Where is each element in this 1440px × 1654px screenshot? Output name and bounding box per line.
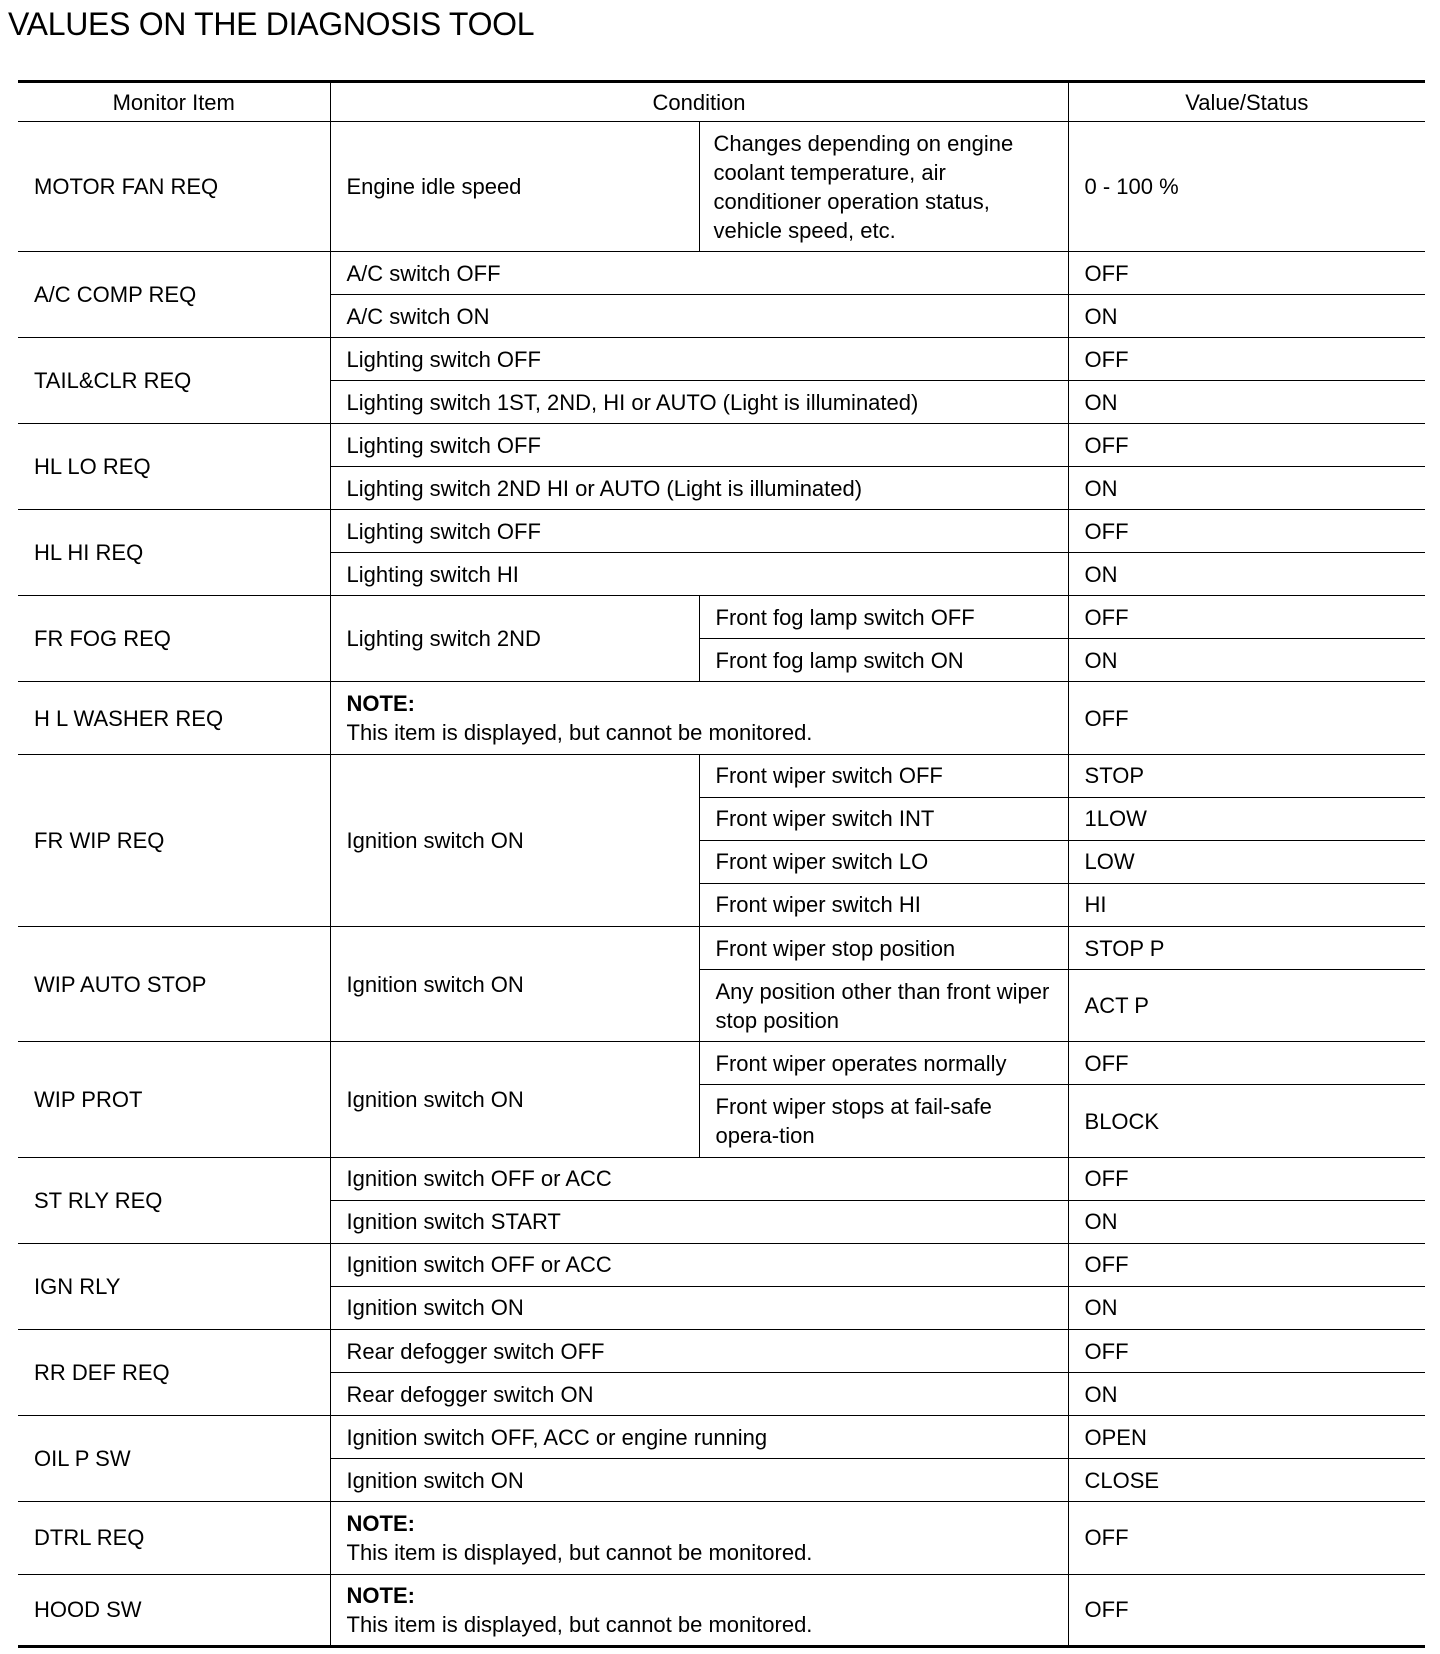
value-cell: OFF (1068, 1157, 1425, 1200)
sub-condition-cell: Front wiper switch LO (699, 840, 1068, 883)
value-cell: OFF (1068, 1042, 1425, 1085)
note-text: This item is displayed, but cannot be monitored. (346, 1539, 813, 1565)
condition-cell: Rear defogger switch ON (330, 1373, 1068, 1416)
value-cell: ON (1068, 295, 1425, 338)
note-label: NOTE: (346, 1582, 415, 1608)
condition-cell: Ignition switch OFF, ACC or engine running (330, 1416, 1068, 1459)
condition-cell: Ignition switch ON (330, 926, 699, 1041)
monitor-item-cell: H L WASHER REQ (18, 682, 330, 754)
table-row (18, 1042, 1425, 1085)
table-row (18, 252, 1425, 295)
header-condition: Condition (330, 82, 1068, 122)
sub-condition-cell: Front wiper stops at fail-safe opera-tion (699, 1085, 1068, 1157)
condition-cell: Lighting switch HI (330, 553, 1068, 596)
monitor-item-cell: OIL P SW (18, 1416, 330, 1502)
condition-cell: Rear defogger switch OFF (330, 1329, 1068, 1372)
value-cell: OFF (1068, 1574, 1425, 1646)
table-row (18, 926, 1425, 969)
header-value-status: Value/Status (1068, 82, 1425, 122)
value-cell: 1LOW (1068, 797, 1425, 840)
value-cell: OFF (1068, 252, 1425, 295)
note-cell (330, 1502, 1068, 1574)
table-row (18, 424, 1425, 467)
value-cell: STOP (1068, 754, 1425, 797)
value-cell: CLOSE (1068, 1459, 1425, 1502)
value-cell: ON (1068, 1373, 1425, 1416)
value-cell: ON (1068, 553, 1425, 596)
note-text: This item is displayed, but cannot be monitored. (346, 720, 813, 746)
condition-cell: Ignition switch START (330, 1200, 1068, 1243)
sub-condition-cell: Front wiper switch HI (699, 883, 1068, 926)
note-cell (330, 1574, 1068, 1646)
table-row (18, 122, 1425, 252)
condition-cell: Ignition switch OFF or ACC (330, 1243, 1068, 1286)
monitor-item-cell: A/C COMP REQ (18, 252, 330, 338)
value-cell: OFF (1068, 682, 1425, 754)
condition-cell: Lighting switch OFF (330, 424, 1068, 467)
condition-cell: Lighting switch 2ND HI or AUTO (Light is illuminated) (330, 467, 1068, 510)
value-cell: HI (1068, 883, 1425, 926)
table-row (18, 754, 1425, 797)
monitor-item-cell: MOTOR FAN REQ (18, 122, 330, 252)
table-row (18, 596, 1425, 639)
sub-condition-cell: Front fog lamp switch OFF (699, 596, 1068, 639)
condition-cell: Ignition switch ON (330, 754, 699, 926)
diagnosis-values-table (18, 80, 1425, 1648)
value-cell: STOP P (1068, 926, 1425, 969)
value-cell: OFF (1068, 1243, 1425, 1286)
condition-cell: Engine idle speed (330, 122, 699, 252)
value-cell: ON (1068, 639, 1425, 682)
monitor-item-cell: IGN RLY (18, 1243, 330, 1329)
value-cell: 0 - 100 % (1068, 122, 1425, 252)
table-row (18, 1416, 1425, 1459)
monitor-item-cell: WIP AUTO STOP (18, 926, 330, 1041)
value-cell: OPEN (1068, 1416, 1425, 1459)
table-row (18, 1502, 1425, 1574)
monitor-item-cell: ST RLY REQ (18, 1157, 330, 1243)
page-title: VALUES ON THE DIAGNOSIS TOOL (8, 6, 535, 42)
value-cell: ON (1068, 1200, 1425, 1243)
condition-cell: Ignition switch ON (330, 1459, 1068, 1502)
table-row (18, 510, 1425, 553)
table-row (18, 1574, 1425, 1646)
sub-condition-cell: Changes depending on engine coolant temperature, air conditioner operation status, vehicle speed, etc. (699, 122, 1068, 252)
table-row (18, 1329, 1425, 1372)
sub-condition-cell: Front wiper stop position (699, 926, 1068, 969)
note-cell (330, 682, 1068, 754)
value-cell: OFF (1068, 510, 1425, 553)
header-monitor-item: Monitor Item (18, 82, 330, 122)
condition-cell: Lighting switch OFF (330, 510, 1068, 553)
condition-cell: Ignition switch OFF or ACC (330, 1157, 1068, 1200)
value-cell: OFF (1068, 338, 1425, 381)
value-cell: OFF (1068, 424, 1425, 467)
note-text: This item is displayed, but cannot be monitored. (346, 1611, 813, 1637)
table-row (18, 1157, 1425, 1200)
sub-condition-cell: Front wiper switch INT (699, 797, 1068, 840)
monitor-item-cell: WIP PROT (18, 1042, 330, 1157)
value-cell: OFF (1068, 596, 1425, 639)
note-label: NOTE: (346, 691, 415, 717)
monitor-item-cell: HL HI REQ (18, 510, 330, 596)
monitor-item-cell: FR WIP REQ (18, 754, 330, 926)
value-cell: LOW (1068, 840, 1425, 883)
value-cell: ON (1068, 1286, 1425, 1329)
monitor-item-cell: FR FOG REQ (18, 596, 330, 682)
monitor-item-cell: HL LO REQ (18, 424, 330, 510)
monitor-item-cell: DTRL REQ (18, 1502, 330, 1574)
table-header-row (18, 82, 1425, 122)
condition-cell: A/C switch OFF (330, 252, 1068, 295)
monitor-item-cell: TAIL&CLR REQ (18, 338, 330, 424)
condition-cell: Lighting switch 1ST, 2ND, HI or AUTO (Light is illuminated) (330, 381, 1068, 424)
condition-cell: Lighting switch OFF (330, 338, 1068, 381)
monitor-item-cell: HOOD SW (18, 1574, 330, 1646)
monitor-item-cell: RR DEF REQ (18, 1329, 330, 1415)
table-row (18, 682, 1425, 754)
sub-condition-cell: Any position other than front wiper stop position (699, 970, 1068, 1042)
value-cell: ACT P (1068, 970, 1425, 1042)
condition-cell: Ignition switch ON (330, 1286, 1068, 1329)
table-row (18, 1243, 1425, 1286)
table-row (18, 338, 1425, 381)
sub-condition-cell: Front fog lamp switch ON (699, 639, 1068, 682)
value-cell: ON (1068, 381, 1425, 424)
sub-condition-cell: Front wiper switch OFF (699, 754, 1068, 797)
condition-cell: A/C switch ON (330, 295, 1068, 338)
note-label: NOTE: (346, 1510, 415, 1536)
value-cell: OFF (1068, 1329, 1425, 1372)
value-cell: OFF (1068, 1502, 1425, 1574)
sub-condition-cell: Front wiper operates normally (699, 1042, 1068, 1085)
value-cell: BLOCK (1068, 1085, 1425, 1157)
condition-cell: Lighting switch 2ND (330, 596, 699, 682)
value-cell: ON (1068, 467, 1425, 510)
condition-cell: Ignition switch ON (330, 1042, 699, 1157)
